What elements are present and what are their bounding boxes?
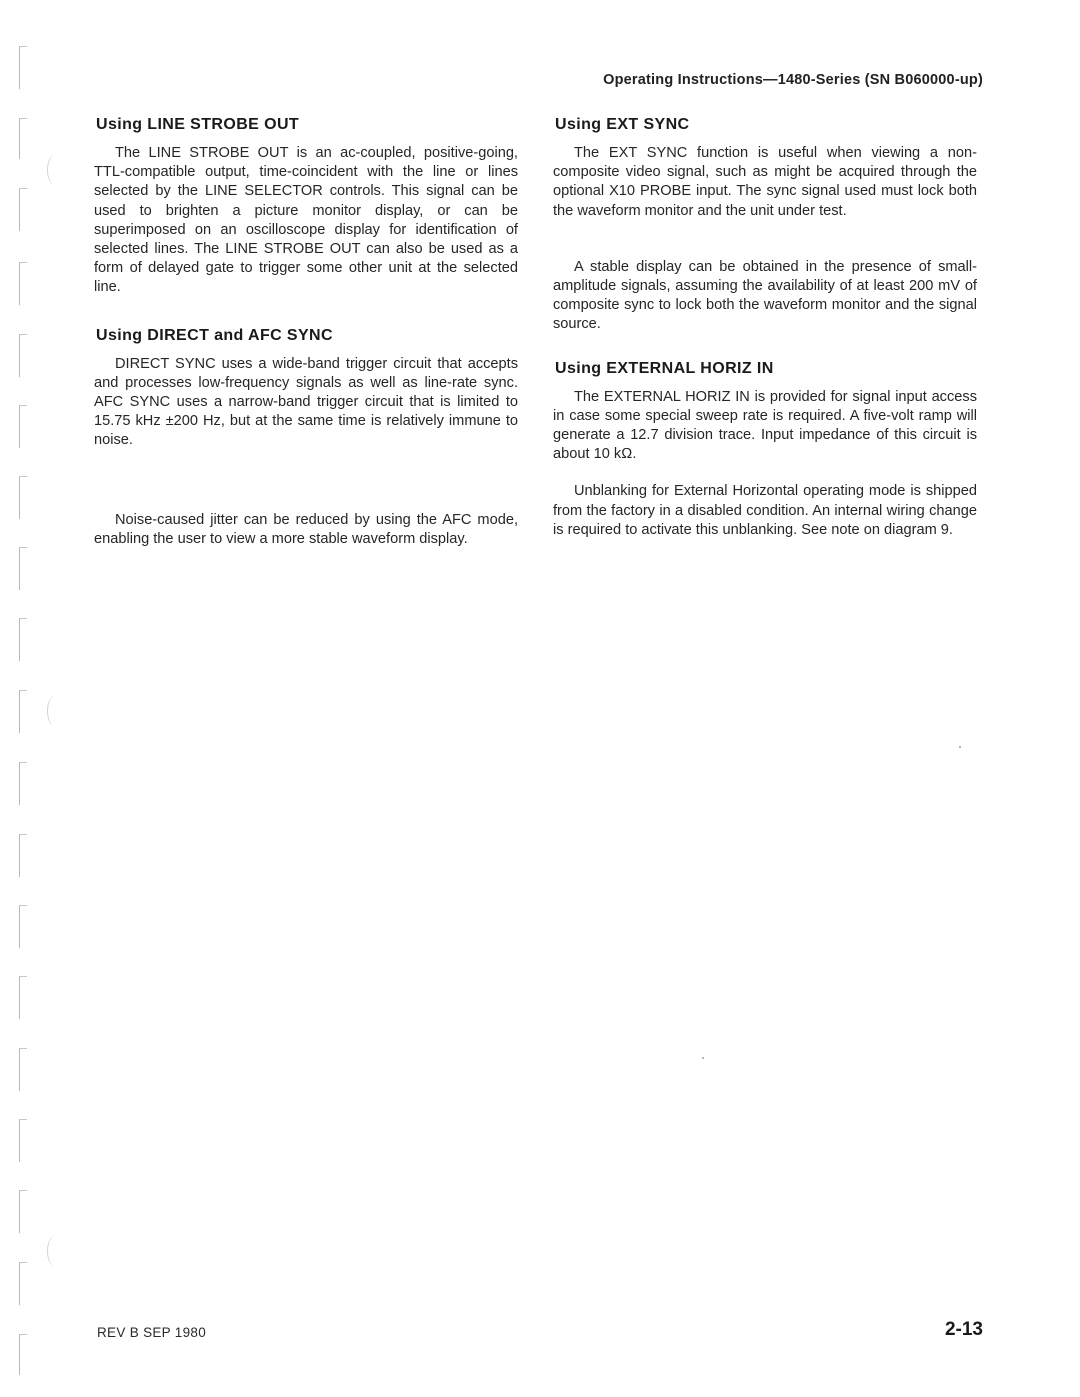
heading-ext-sync: Using EXT SYNC (555, 116, 690, 133)
edge-mark (19, 690, 27, 733)
paragraph-external-horiz-in: The EXTERNAL HORIZ IN is provided for signal input access in case some special sweep rate is required. A five-volt ramp will generate a 12.7 division trace. Input impedance of this circuit is about 10 kΩ. (553, 388, 977, 463)
edge-paren-mark (47, 155, 62, 185)
running-header: Operating Instructions—1480-Series (SN B060000-up) (603, 72, 983, 88)
edge-mark (19, 46, 27, 89)
paragraph-ext-sync: The EXT SYNC function is useful when viewing a non-composite video signal, such as might be acquired through the optional X10 PROBE input. The sync signal used must lock both the waveform monitor and the unit under test. (553, 145, 977, 219)
edge-mark (19, 905, 27, 948)
paragraph-line-strobe-out: The LINE STROBE OUT is an ac-coupled, positive-going, TTL-compatible output, time-coincident with the line or lines selected by the LINE SELECTOR controls. This signal can be used to brighten a picture monitor display, or can be superimposed on an oscilloscope display for identification of selected lines. The LINE STROBE OUT can also be used as a form of delayed gate to trigger some other unit at the selected line. (94, 145, 518, 296)
binder-edge-marks (0, 0, 70, 1397)
edge-mark (19, 334, 27, 377)
edge-mark (19, 1262, 27, 1305)
edge-paren-mark (47, 1236, 62, 1266)
page-number: 2-13 (944, 1319, 983, 1340)
heading-external-horiz-in: Using EXTERNAL HORIZ IN (555, 359, 774, 377)
edge-mark (19, 405, 27, 448)
edge-mark (19, 188, 27, 231)
edge-mark (19, 476, 27, 519)
edge-paren-mark (47, 696, 62, 726)
edge-mark (19, 1048, 27, 1091)
paragraph-direct-afc-sync: DIRECT SYNC uses a wide-band trigger circuit that accepts and processes low-frequency signals as well as line-rate sync. AFC SYNC uses a narrow-band trigger circuit that is limited to 15.75 kHz ±200 Hz, but at the same time is relatively immune to noise. (94, 355, 518, 449)
scan-speck (959, 746, 961, 748)
paragraph-unblanking: Unblanking for External Horizontal operating mode is shipped from the factory in a disabled condition. An internal wiring change is required to activate this unblanking. See note on diagram 9. (553, 483, 977, 538)
revision-label: REV B SEP 1980 (97, 1325, 207, 1340)
paragraph-noise-jitter: Noise-caused jitter can be reduced by using the AFC mode, enabling the user to view a more stable waveform display. (94, 511, 518, 547)
edge-mark (19, 976, 27, 1019)
edge-mark (19, 1119, 27, 1162)
edge-mark (19, 1334, 27, 1375)
right-column (553, 113, 977, 540)
edge-mark (19, 834, 27, 877)
edge-mark (19, 262, 27, 305)
edge-mark (19, 762, 27, 805)
left-column (94, 113, 518, 549)
edge-mark (19, 618, 27, 661)
paragraph-stable-display: A stable display can be obtained in the presence of small-amplitude signals, assuming the availability of at least 200 mV of composite sync to lock both the waveform monitor and the signal source. (553, 258, 977, 333)
heading-direct-afc-sync: Using DIRECT and AFC SYNC (96, 326, 333, 344)
edge-mark (19, 118, 27, 159)
scan-speck (702, 1057, 704, 1059)
heading-line-strobe-out: Using LINE STROBE OUT (96, 116, 300, 133)
edge-mark (19, 547, 27, 590)
edge-mark (19, 1190, 27, 1233)
